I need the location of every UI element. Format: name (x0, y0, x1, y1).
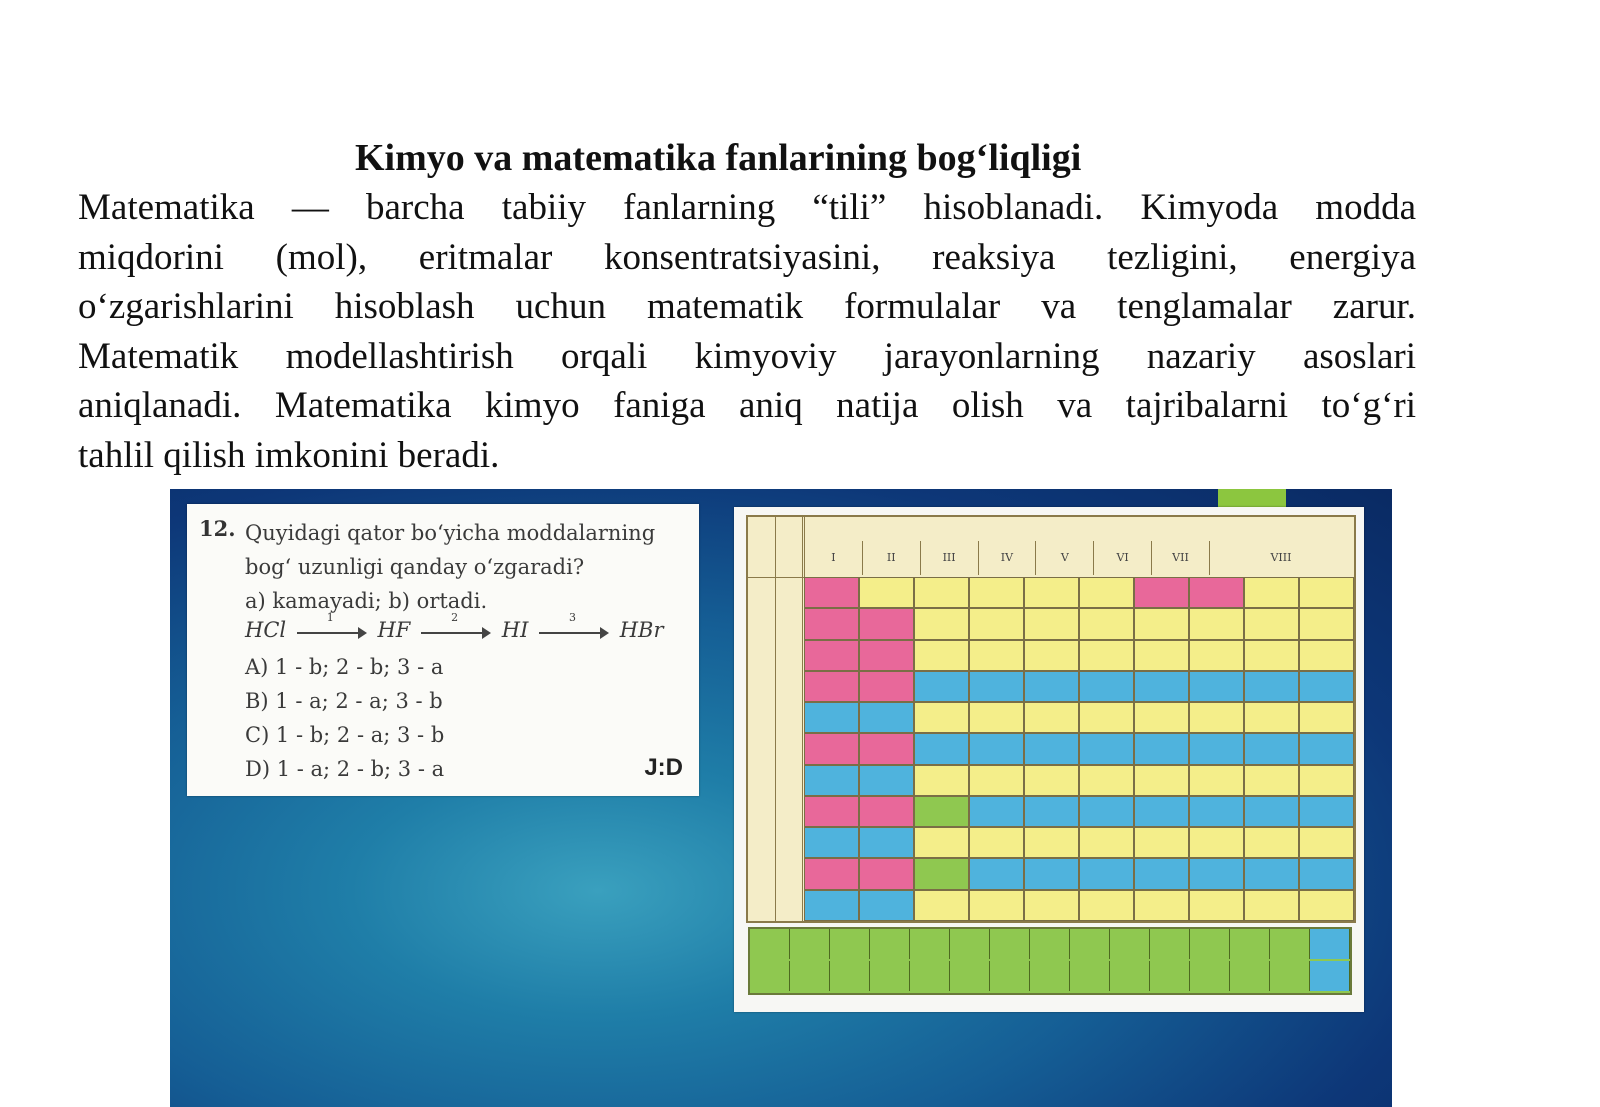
element-cell (1244, 890, 1299, 921)
question-line: a) kamayadi; b) ortadi. (245, 589, 488, 613)
option-b: B) 1 - a; 2 - a; 3 - b (245, 689, 443, 713)
element-cell (1244, 827, 1299, 858)
element-cell (1079, 765, 1134, 796)
element-cell (1070, 961, 1110, 991)
element-cell (1189, 796, 1244, 827)
element-cell (1299, 702, 1354, 733)
element-cell (804, 890, 859, 921)
chain-arrow: 2 (421, 625, 491, 639)
period-columns (748, 517, 805, 921)
group-header: II (862, 541, 920, 575)
element-cell (910, 929, 950, 959)
actinide-row (750, 961, 1350, 991)
element-cell (1299, 796, 1354, 827)
element-cell (1310, 929, 1350, 959)
element-cell (1030, 961, 1070, 991)
element-cell (1150, 929, 1190, 959)
element-cell (950, 929, 990, 959)
element-cell (1150, 961, 1190, 991)
element-cell (1134, 858, 1189, 889)
element-cell (969, 796, 1024, 827)
element-cell (1230, 961, 1270, 991)
element-cell (910, 961, 950, 991)
lanthanide-row (750, 929, 1350, 959)
element-cell (859, 765, 914, 796)
element-cell (1189, 733, 1244, 764)
element-cell (1230, 929, 1270, 959)
element-cell (1190, 961, 1230, 991)
element-cell (1024, 733, 1079, 764)
element-cell (1079, 827, 1134, 858)
element-cell (1079, 702, 1134, 733)
question-text (245, 516, 655, 618)
element-cell (1299, 577, 1354, 608)
element-cell (859, 702, 914, 733)
element-cell (1244, 733, 1299, 764)
element-cell (790, 929, 830, 959)
element-cell (969, 765, 1024, 796)
element-cell (1079, 733, 1134, 764)
group-header: VII (1151, 541, 1209, 575)
element-cell (969, 733, 1024, 764)
element-cell (914, 890, 969, 921)
element-cell (804, 733, 859, 764)
element-cell (914, 640, 969, 671)
element-cell (1244, 671, 1299, 702)
element-cell (859, 640, 914, 671)
element-cell (1299, 640, 1354, 671)
element-cell (1244, 858, 1299, 889)
element-cell (1299, 733, 1354, 764)
element-cell (870, 929, 910, 959)
element-cell (969, 702, 1024, 733)
element-cell (1189, 608, 1244, 639)
group-header: III (920, 541, 978, 575)
element-cell (1134, 577, 1189, 608)
element-cell (1189, 702, 1244, 733)
element-cell (859, 858, 914, 889)
option-a: A) 1 - b; 2 - b; 3 - a (245, 655, 444, 679)
element-cell (859, 577, 914, 608)
element-cell (804, 577, 859, 608)
element-cell (790, 961, 830, 991)
element-cell (830, 961, 870, 991)
element-cell (1299, 671, 1354, 702)
element-cell (1299, 608, 1354, 639)
element-cell (1299, 765, 1354, 796)
element-cell (969, 640, 1024, 671)
element-cell (969, 671, 1024, 702)
paragraph-line: Matematik modellashtirish orqali kimyoviy jarayonlarning nazariy asoslari (78, 335, 1416, 377)
paragraph-line: tahlil qilish imkonini beradi. (78, 434, 500, 476)
element-cell (1079, 890, 1134, 921)
element-cell (914, 702, 969, 733)
chain-item: HF (377, 618, 411, 642)
periodic-table-header (748, 517, 1354, 578)
paragraph-line: miqdorini (mol), eritmalar konsentratsiyasini, reaksiya tezligini, energiya (78, 236, 1416, 278)
element-cell (1030, 929, 1070, 959)
element-cell (1244, 702, 1299, 733)
element-cell (1244, 796, 1299, 827)
element-cell (914, 858, 969, 889)
element-cell (914, 733, 969, 764)
element-cell (870, 961, 910, 991)
element-cell (804, 608, 859, 639)
element-cell (914, 796, 969, 827)
element-cell (969, 608, 1024, 639)
group-headers (804, 541, 1352, 575)
element-cell (1244, 640, 1299, 671)
element-cell (859, 608, 914, 639)
element-cell (1244, 608, 1299, 639)
reaction-chain (245, 610, 664, 642)
element-cell (1134, 702, 1189, 733)
group-header: VI (1093, 541, 1151, 575)
element-cell (859, 827, 914, 858)
question-line: Quyidagi qator bo‘yicha moddalarning (245, 521, 656, 545)
element-cell (1310, 961, 1350, 991)
paragraph-line: o‘zgarishlarini hisoblash uchun matematik formulalar va tenglamalar zarur. (78, 286, 1416, 327)
element-cell (914, 671, 969, 702)
element-cell (1134, 765, 1189, 796)
element-cell (1024, 827, 1079, 858)
element-cell (1134, 890, 1189, 921)
option-d: D) 1 - a; 2 - b; 3 - a (245, 757, 445, 781)
element-cell (1079, 671, 1134, 702)
question-card (187, 504, 699, 796)
paragraph-line: Matematika — barcha tabiiy fanlarning “tili” hisoblanadi. Kimyoda modda (78, 187, 1416, 228)
element-cell (1079, 640, 1134, 671)
element-cell (1079, 858, 1134, 889)
element-cell (1134, 671, 1189, 702)
element-grid (804, 577, 1354, 921)
element-cell (804, 796, 859, 827)
element-cell (1189, 671, 1244, 702)
element-cell (1244, 577, 1299, 608)
element-cell (1244, 765, 1299, 796)
element-cell (1024, 671, 1079, 702)
element-cell (804, 827, 859, 858)
element-cell (804, 671, 859, 702)
element-cell (1189, 577, 1244, 608)
element-cell (1189, 640, 1244, 671)
element-cell (1189, 765, 1244, 796)
element-cell (859, 796, 914, 827)
question-line: bog‘ uzunligi qanday o‘zgaradi? (245, 555, 585, 579)
element-cell (1024, 858, 1079, 889)
element-cell (750, 961, 790, 991)
element-cell (804, 702, 859, 733)
element-cell (969, 858, 1024, 889)
element-cell (1079, 577, 1134, 608)
element-cell (1190, 929, 1230, 959)
group-header: V (1035, 541, 1093, 575)
question-number: 12. (199, 516, 236, 541)
element-cell (1024, 796, 1079, 827)
element-cell (914, 608, 969, 639)
element-cell (1299, 890, 1354, 921)
element-cell (804, 765, 859, 796)
element-cell (830, 929, 870, 959)
chain-item: HI (501, 618, 529, 642)
element-cell (990, 961, 1030, 991)
element-cell (1134, 733, 1189, 764)
element-cell (914, 577, 969, 608)
element-cell (1110, 929, 1150, 959)
element-cell (1270, 961, 1310, 991)
element-cell (914, 827, 969, 858)
answer-options (245, 650, 444, 786)
element-cell (859, 890, 914, 921)
element-cell (1299, 858, 1354, 889)
option-c: C) 1 - b; 2 - a; 3 - b (245, 723, 445, 747)
element-cell (950, 961, 990, 991)
document-title: Kimyo va matematika fanlarining bog‘liqligi (355, 137, 1082, 179)
element-cell (1024, 640, 1079, 671)
element-cell (969, 827, 1024, 858)
element-cell (1079, 796, 1134, 827)
element-cell (1270, 929, 1310, 959)
paragraph-line: aniqlanadi. Matematika kimyo faniga aniq natija olish va tajribalarni to‘g‘ri (78, 385, 1416, 426)
element-cell (1024, 702, 1079, 733)
element-cell (969, 577, 1024, 608)
element-cell (1024, 765, 1079, 796)
element-cell (1134, 640, 1189, 671)
chain-arrow: 3 (539, 625, 609, 639)
element-cell (1299, 827, 1354, 858)
element-cell (1189, 827, 1244, 858)
periodic-table (746, 515, 1356, 923)
element-cell (750, 929, 790, 959)
element-cell (969, 890, 1024, 921)
element-cell (1134, 827, 1189, 858)
element-cell (859, 671, 914, 702)
element-cell (1024, 608, 1079, 639)
element-cell (1189, 858, 1244, 889)
element-cell (990, 929, 1030, 959)
group-header: IV (978, 541, 1036, 575)
periodic-table-image (734, 507, 1364, 1012)
element-cell (1070, 929, 1110, 959)
element-cell (1134, 796, 1189, 827)
chain-item: HCl (245, 618, 287, 642)
element-cell (804, 640, 859, 671)
element-cell (1079, 608, 1134, 639)
slide-image (170, 489, 1392, 1107)
element-cell (1024, 577, 1079, 608)
element-cell (1134, 608, 1189, 639)
body-paragraph (78, 183, 1416, 480)
element-cell (804, 858, 859, 889)
lanthanide-actinide-rows (748, 927, 1352, 995)
element-cell (1110, 961, 1150, 991)
group-header: I (804, 541, 862, 575)
element-cell (859, 733, 914, 764)
group-header: VIII (1209, 541, 1352, 575)
chain-item: HBr (619, 618, 664, 642)
answer-key: J:D (644, 754, 683, 781)
chain-arrow: 1 (297, 625, 367, 639)
element-cell (1189, 890, 1244, 921)
element-cell (914, 765, 969, 796)
element-cell (1024, 890, 1079, 921)
